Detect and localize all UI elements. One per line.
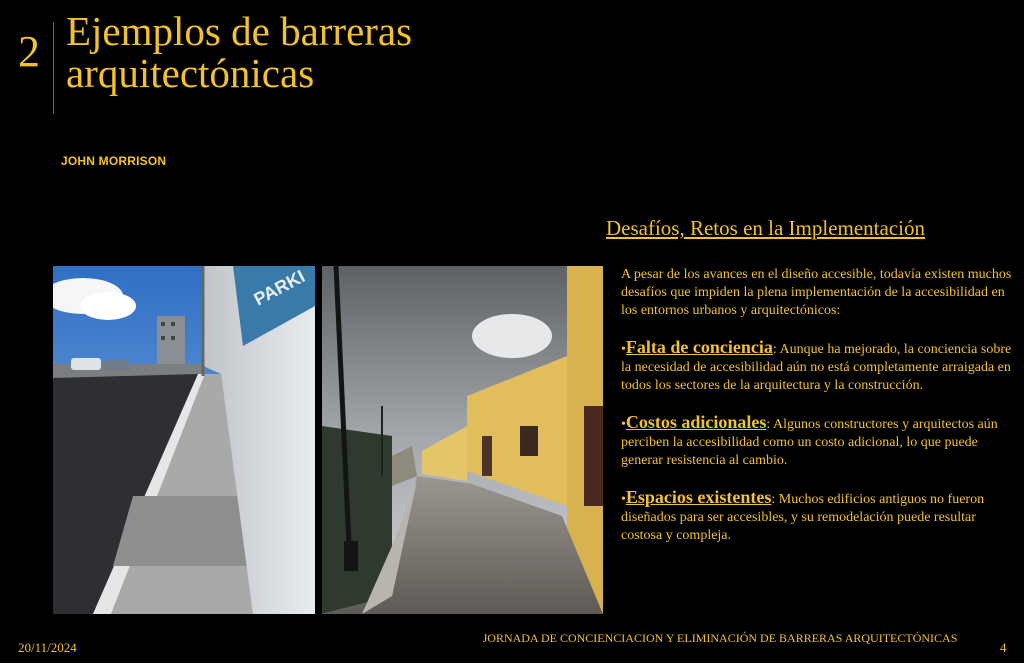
bullet-keyword: Falta de conciencia [625,337,773,357]
bullet-espacios-existentes [621,488,1013,545]
footer-event: JORNADA DE CONCIENCIACION Y ELIMINACIÓN DE BARRERAS ARQUITECTÓNICAS [482,631,958,645]
slide-number: 2 [18,27,40,76]
bullet-marker: • [621,417,626,432]
body-text [621,266,1013,563]
bullet-colon: : [771,492,776,507]
bullet-text: Aunque ha mejorado, la conciencia sobre la necesidad de accesibilidad aún no está completamente arraigada en todos los sectores de la arquitectura y la construcción. [621,342,1012,393]
bullet-costos-adicionales [621,413,1013,470]
footer-date: 20/11/2024 [18,640,77,655]
bullet-colon: : [766,417,771,432]
author-name: JOHN MORRISON [61,154,167,168]
bullet-text: Muchos edificios antiguos no fueron diseñados para ser accesibles, y su remodelación puede resultar costosa y compleja. [621,492,985,543]
title-divider [53,22,54,114]
intro-paragraph: A pesar de los avances en el diseño accesible, todavía existen muchos desafíos que impiden la plena implementación de la accesibilidad en los entornos urbanos y arquitectónicos: [621,267,1012,318]
bullet-colon: : [772,342,777,357]
bullet-marker: • [621,492,626,507]
bullet-marker: • [621,342,626,357]
bullet-keyword: Espacios existentes [625,487,772,507]
slide-title: Ejemplos de barreras arquitectónicas [66,8,413,96]
bullet-keyword: Costos adicionales [625,412,767,432]
bullet-falta-conciencia [621,338,1013,395]
street-photo [322,266,603,614]
parking-sign-text: PARKI [250,266,309,310]
section-title: Desafíos, Retos en la Implementación [606,216,925,240]
page-number: 4 [1000,640,1007,655]
bullet-text: Algunos constructores y arquitectos aún perciben la accesibilidad como un costo adicional, lo que puede generar resistencia al cambio. [621,417,998,468]
sidewalk-photo [53,266,315,614]
